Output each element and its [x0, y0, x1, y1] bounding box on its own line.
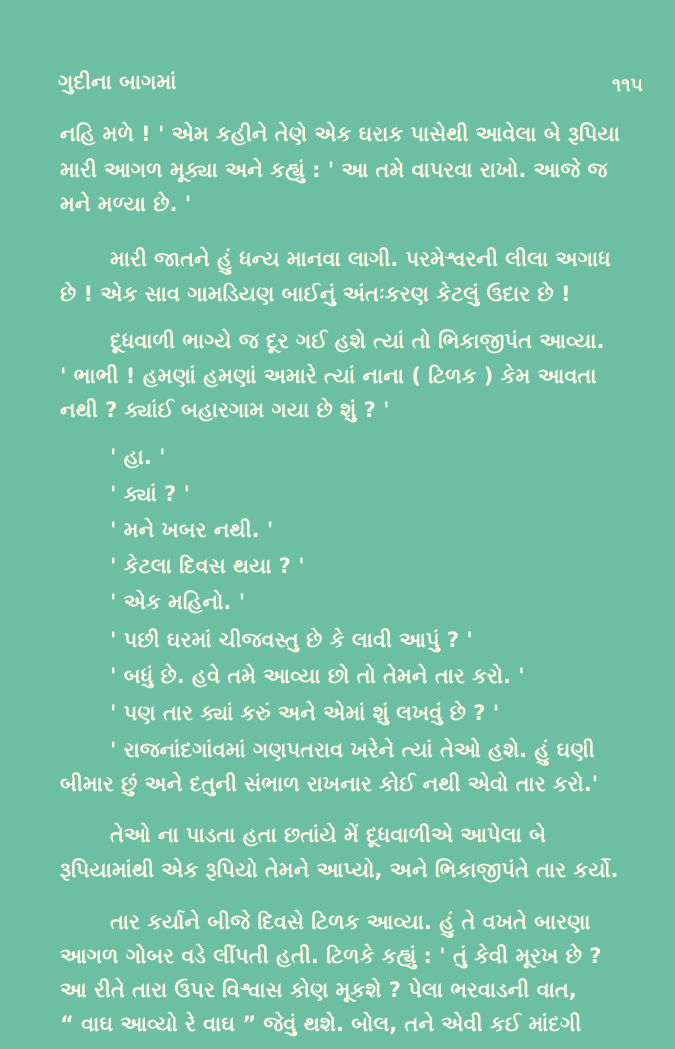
dialogue-line: ' કેટલા દિવસ થયા ? ' [110, 554, 305, 578]
text-line: તાર કર્યાને બીજે દિવસે ટિળક આવ્યા. હું તે વખતે બારણા [110, 910, 591, 934]
text-line: “ વાઘ આવ્યો રે વાઘ ” જેવું થશે. બોલ, તને એવી કઈ માંદગી [60, 1012, 582, 1036]
text-line: બીમાર છું અને દતુની સંભાળ રાખનાર કોઈ નથી એવો તાર કરો.' [60, 772, 599, 796]
text-line: છે ! એક સાવ ગામડિયણ બાઈનું અંતઃકરણ કેટલું ઉદાર છે ! [60, 282, 571, 306]
text-line: મારી જાતને હું ધન્ય માનવા લાગી. પરમેશ્વરની લીલા અગાધ [110, 247, 611, 271]
text-line: ' ભાભી ! હમણાં હમણાં અમારે ત્યાં નાના ( ટિળક ) કેમ આવતા [60, 364, 597, 388]
dialogue-line: ' મને ખબર નથી. ' [110, 518, 274, 542]
text-line: દૂધવાળી ભાગ્યે જ દૂર ગઈ હશે ત્યાં તો ભિકાજીપંત આવ્યા. [110, 329, 605, 353]
dialogue-line: ' બધું છે. હવે તમે આવ્યા છો તો તેમને તાર કરો. ' [110, 664, 525, 688]
dialogue-line: ' એક મહિનો. ' [110, 590, 246, 614]
text-line: નથી ? ક્યાંઈ બહારગામ ગયા છે શું ? ' [60, 398, 390, 422]
text-line: મને મળ્યા છે. ' [60, 192, 192, 216]
text-line: આગળ ગોબર વડે લીંપતી હતી. ટિળકે કહ્યું : ' તું કેવી મૂરખ છે ? [60, 944, 602, 968]
dialogue-line: ' રાજનાંદગાંવમાં ગણપતરાવ ખરેને ત્યાં તેઓ હશે. હું ઘણી [110, 738, 595, 762]
text-line: નહિ મળે ! ' એમ કહીને તેણે એક ઘરાક પાસેથી આવેલા બે રૂપિયા [60, 122, 620, 146]
text-line: તેઓ ના પાડતા હતા છતાંયે મેં દૂધવાળીએ આપેલા બે [110, 823, 546, 847]
text-line: આ રીતે તારા ઉપર વિશ્વાસ કોણ મૂકશે ? પેલા ભરવાડની વાત, [60, 978, 577, 1002]
dialogue-line: ' પણ તાર ક્યાં કરું અને એમાં શું લખવું છે ? ' [110, 701, 500, 725]
running-header-title: ગુદીના બાગમાં [58, 70, 177, 94]
dialogue-line: ' ક્યાં ? ' [110, 482, 191, 506]
dialogue-line: ' હા. ' [110, 445, 166, 469]
text-line: મારી આગળ મૂક્યા અને કહ્યું : ' આ તમે વાપરવા રાખો. આજે જ [60, 158, 608, 182]
page-number: ૧૧૫ [611, 74, 643, 96]
dialogue-line: ' પછી ઘરમાં ચીજવસ્તુ છે કે લાવી આપું ? ' [110, 628, 473, 652]
text-line: રૂપિયામાંથી એક રૂપિયો તેમને આપ્યો, અને ભિકાજીપંતે તાર કર્યો. [60, 858, 619, 882]
